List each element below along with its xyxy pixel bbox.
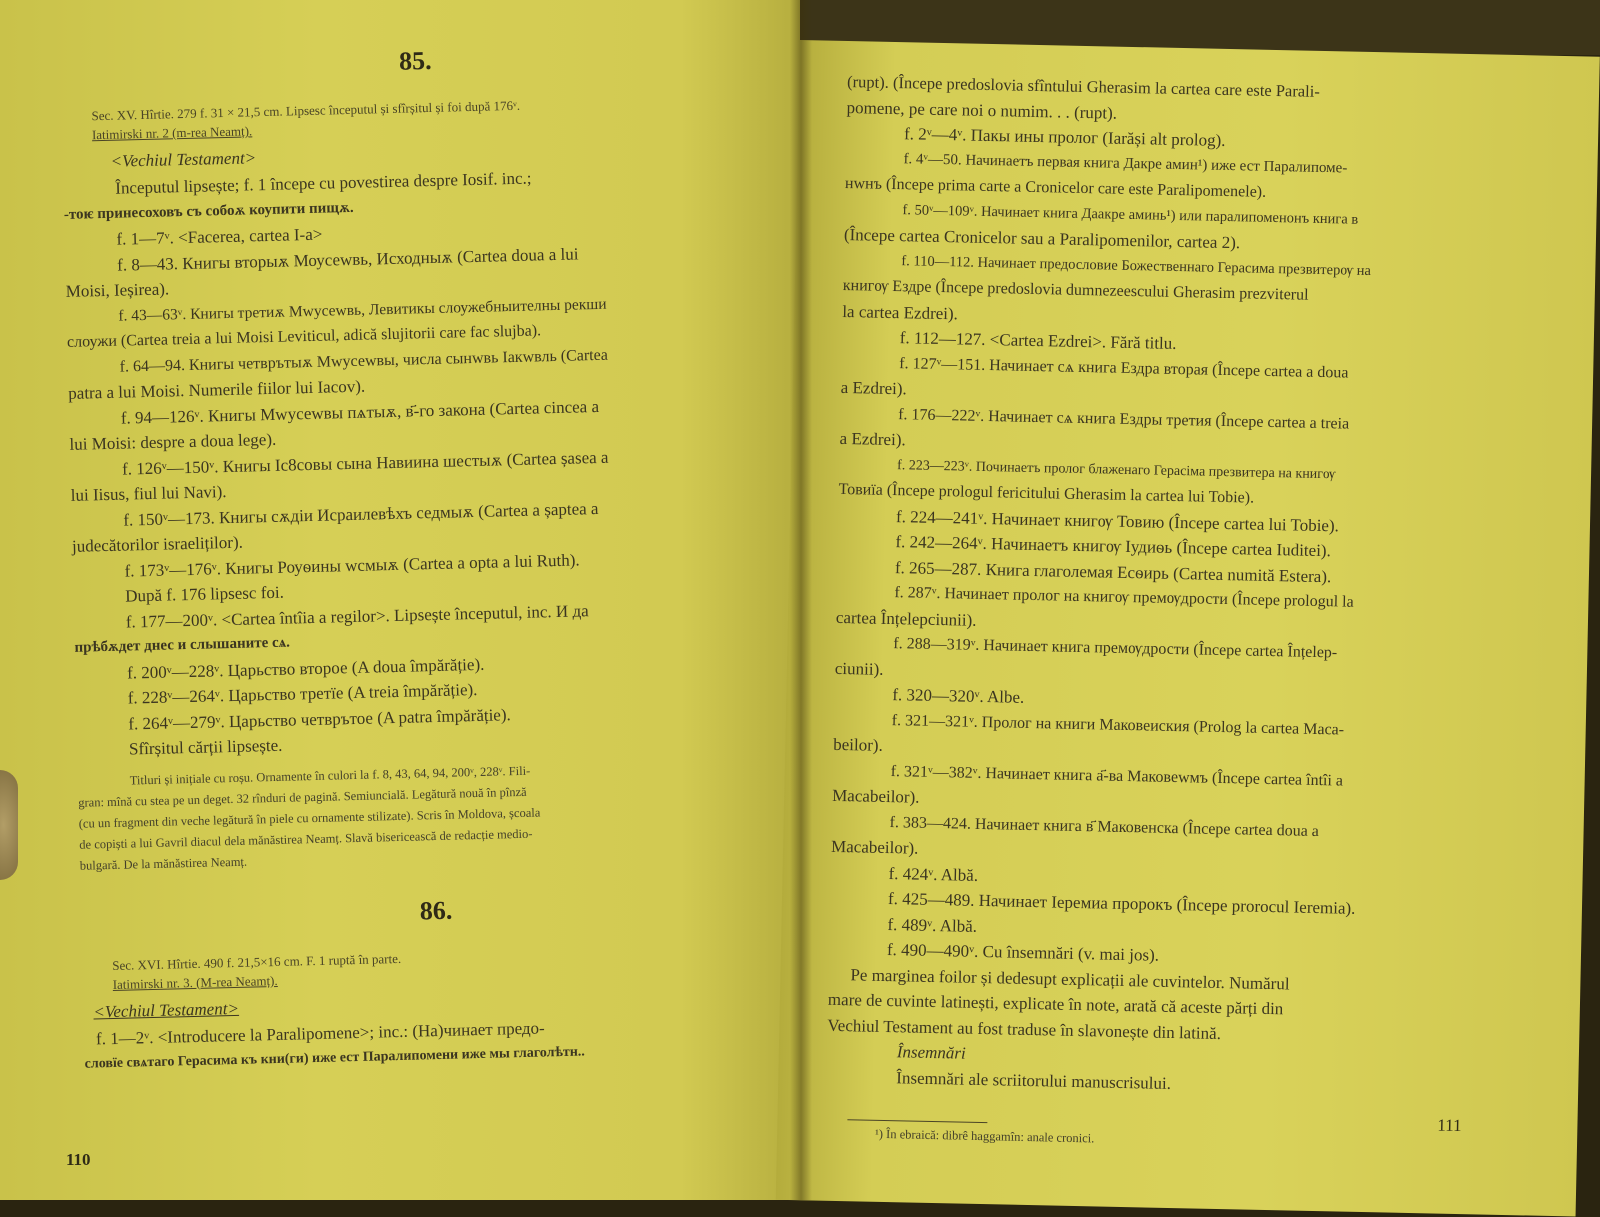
note-line: gran: mînă cu stea pe un deget. 32 rînduri de pagină. Semiuncială. Legătură nouă în pînză: [78, 784, 527, 810]
text-line: (Începe cartea Cronicelor sau a Paralipomenilor, cartea 2).: [843, 224, 1241, 253]
text-line: f. 126ᵛ—150ᵛ. Книгы Іс8совы сына Навиина шестыѫ (Cartea șasea a: [121, 447, 609, 479]
text-line: f. 223—223ᵛ. Починаетъ пролог блаженаго Герасіма презвитера на книгѹ: [896, 457, 1336, 482]
text-line: слоужи (Cartea treia a lui Moisi Leviticul, adică slujitorii care fac slujba).: [66, 322, 542, 351]
text-line: f. 127ᵛ—151. Начинает сѧ книга Ездра вторая (Începe cartea a doua: [899, 354, 1349, 382]
text-line: patra a lui Moisi. Numerile fiilor lui Iacov).: [68, 376, 366, 403]
entry-85-meta: [91, 90, 772, 145]
text-line: f. 176—222ᵛ. Начинает сѧ книга Ездры третия (Începe cartea a treia: [898, 405, 1350, 433]
text-line: f. 265—287. Книга глаголемая Есѳирь (Cartea numită Estera).: [894, 557, 1332, 586]
text-line: нwнъ (Începe prima carte a Cronicelor care este Paralipomenele).: [844, 174, 1267, 201]
text-line: f. 177—200ᵛ. <Cartea întîia a regilor>. Lipsește începutul, inc. И да: [125, 600, 589, 632]
text-line: f. 264ᵛ—279ᵛ. Царьство четврътое (A patra împărăție).: [128, 704, 511, 734]
text-line: f. 110—112. Начинает предословие Божественнаго Герасима презвитерѹ на: [901, 252, 1372, 279]
text-line: Sfîrșitul cărții lipsește.: [128, 735, 283, 759]
text-line: beilor).: [833, 734, 884, 755]
text-line: f. 224—241ᵛ. Начинает книгѹ Товию (Începe cartea lui Tobie).: [895, 506, 1340, 535]
text-line: f. 490—490ᵛ. Cu însemnări (v. mai jos).: [886, 940, 1160, 965]
text-line: -тоѥ принесоховъ съ собоѫ коупити пищѫ.: [63, 199, 354, 223]
text-line: lui Iisus, fiul lui Navi).: [70, 482, 227, 505]
section-title: <Vechiul Testament>: [93, 998, 240, 1021]
text-line: книгѹ Ездре (Începe predoslovia dumnezeescului Gherasim prezviterul: [842, 276, 1309, 304]
section-title: <Vechiul Testament>: [110, 148, 257, 171]
meta-line: Sec. XVI. Hîrtie. 490 f. 21,5×16 cm. F. 1 ruptă în parte.: [112, 950, 402, 973]
text-line: Vechiul Testament au fost traduse în slavonește din latină.: [827, 1015, 1222, 1043]
page-number-left: 110: [66, 1150, 91, 1169]
text-line: la cartea Ezdrei).: [842, 301, 959, 323]
text-line: Товиїа (Începe prologul fericitului Gherasim la cartea lui Tobie).: [838, 480, 1255, 507]
text-line: După f. 176 lipsesc foi.: [125, 582, 285, 606]
text-line: f. 424ᵛ. Albă.: [888, 863, 979, 885]
text-line: Macabeilor).: [831, 785, 920, 807]
text-line: f. 242—264ᵛ. Начинаетъ книгѹ Іудиѳь (Începe cartea Iuditei).: [895, 532, 1332, 561]
text-line: Moisi, Ieșirea).: [65, 279, 170, 301]
text-line: f. 1—2ᵛ. <Introducere la Paralipomene>; inc.: (На)чинает предо-: [95, 1017, 545, 1048]
text-line: f. 228ᵛ—264ᵛ. Царьство третїе (A treia împărăție).: [127, 679, 478, 708]
text-line: Însemnări ale scriitorului manuscrisului.: [896, 1067, 1172, 1093]
text-line: Pe marginea foilor și dedesupt explicații ale cuvintelor. Numărul: [850, 964, 1290, 993]
text-line: f. 287ᵛ. Начинает пролог на книгѹ премѹдрости (Începe prologul la: [894, 584, 1354, 611]
text-line: f. 383—424. Начинает книга в҃ Маковенска (Începe cartea doua a: [889, 813, 1320, 840]
text-line: f. 8—43. Книгы вторыѫ Моусеwвь, Исходныѫ (Cartea doua a lui: [116, 243, 579, 275]
text-line: f. 43—63ᵛ. Книгы третиѫ Мwусеwвь, Левитикы слоужебныителны рекши: [118, 295, 607, 325]
text-line: f. 320—320ᵛ. Albe.: [892, 685, 1025, 707]
text-line: прѣбѫдет днес и слышаните сѧ.: [74, 634, 291, 656]
right-page: [776, 40, 1600, 1216]
text-line: f. 50ᵛ—109ᵛ. Начинает книга Даакре аминь¹) или паралипоменонъ книга в: [902, 201, 1359, 228]
left-page: [0, 0, 800, 1200]
text-line: f. 321ᵛ—382ᵛ. Начинает книга а҃-ва Маковеwмъ (Începe cartea întîi a: [890, 762, 1344, 790]
thumb: [0, 770, 18, 880]
text-line: словїе свѧтаго Герасима къ кни(ги) иже ест Паралипомени иже мы глаголѣтн..: [84, 1044, 586, 1072]
text-line: ciunii).: [834, 658, 884, 679]
text-line: mare de cuvinte latinești, explicate în note, arată că aceste părți din: [827, 989, 1284, 1019]
text-line: f. 200ᵛ—228ᵛ. Царьство второе (A doua împărăție).: [126, 654, 485, 683]
text-line: a Ezdrei).: [840, 377, 907, 399]
page-number-right: 111: [1437, 1115, 1462, 1136]
entry-number-86: 86.: [419, 895, 453, 925]
text-line: f. 64—94. Книгы четврътыѫ Мwусеwвы, числа сынwвь Іакwвль (Cartea: [119, 346, 609, 376]
text-line: f. 94—126ᵛ. Книгы Мwусеwвы пѧтыѫ, в҃-го закона (Cartea cincea a: [120, 396, 600, 428]
section-title: Însemnări: [896, 1042, 966, 1063]
meta-line: Iatimirski nr. 2 (m-rea Neamț).: [91, 123, 253, 143]
text-line: pomene, pe care noi o numim. . . (rupt).: [846, 97, 1118, 123]
entry-86-meta: [112, 939, 793, 994]
text-line: Începutul lipsește; f. 1 începe cu povestirea despre Iosif. inc.;: [115, 168, 532, 198]
text-line: a Ezdrei).: [839, 428, 906, 450]
text-line: judecătorilor israeliților).: [71, 532, 244, 556]
left-page-content: [60, 38, 795, 1078]
text-line: (rupt). (Începe predoslovia sfîntului Gherasim la cartea care este Parali-: [846, 71, 1321, 101]
note-line: de copiști a lui Gavril diacul dela mănăstirea Neamț. Slavă bisericească de redacție medio-: [79, 826, 533, 852]
text-line: f. 173ᵛ—176ᵛ. Книгы Роуѳины wсмыѫ (Cartea a opta a lui Ruth).: [124, 549, 580, 581]
text-line: f. 4ᵛ—50. Начинаетъ первая книга Дакре амин¹) иже ест Паралипоме-: [903, 150, 1348, 176]
note-line: Titluri și inițiale cu roșu. Ornamente în culori la f. 8, 43, 64, 94, 200ᵛ, 228ᵛ. Fili-: [129, 763, 531, 788]
text-line: f. 321—321ᵛ. Пролог на книги Маковеиския (Prolog la cartea Maca-: [891, 711, 1345, 739]
text-line: f. 2ᵛ—4ᵛ. Пакы ины пролог (Iarăși alt prolog).: [903, 124, 1226, 150]
entry-number-85: 85.: [398, 45, 432, 76]
meta-line: Sec. XV. Hîrtie. 279 f. 31 × 21,5 cm. Lipsesc începutul și sfîrșitul și foi după 176ᵛ.: [91, 97, 521, 124]
note-line: bulgară. De la mănăstirea Neamț.: [79, 854, 248, 873]
note-line: (cu un fragment din veche legătură în piele cu ornamente stilizate). Scris în Moldova, școala: [78, 804, 541, 831]
text-line: Macabeilor).: [830, 836, 919, 858]
right-page-content: [825, 69, 1547, 1155]
text-line: f. 112—127. <Cartea Ezdrei>. Fără titlu.: [899, 328, 1177, 353]
text-line: f. 489ᵛ. Albă.: [887, 914, 978, 936]
text-line: f. 288—319ᵛ. Начинает книга премѹдрости (Începe cartea Înțelep-: [893, 635, 1338, 662]
text-line: lui Moisi: despre a doua lege).: [69, 429, 277, 454]
text-line: f. 425—489. Начинает Іеремиа пророкъ (Începe prorocul Ieremia).: [887, 889, 1356, 918]
text-line: f. 150ᵛ—173. Книгы сѫдіи Исраилевѣхъ седмыѫ (Cartea a șaptea a: [123, 498, 599, 530]
meta-line: Iatimirski nr. 3. (M-rea Neamț).: [112, 972, 278, 992]
text-line: cartea Înțelepciunii).: [835, 607, 977, 630]
footnote: ¹) În ebraică: dibrê haggamîn: anale cronici.: [874, 1126, 1095, 1146]
footnote-divider: [847, 1119, 987, 1123]
book-gutter: [790, 0, 812, 1200]
text-line: f. 1—7ᵛ. <Facerea, cartea I-a>: [116, 224, 323, 249]
